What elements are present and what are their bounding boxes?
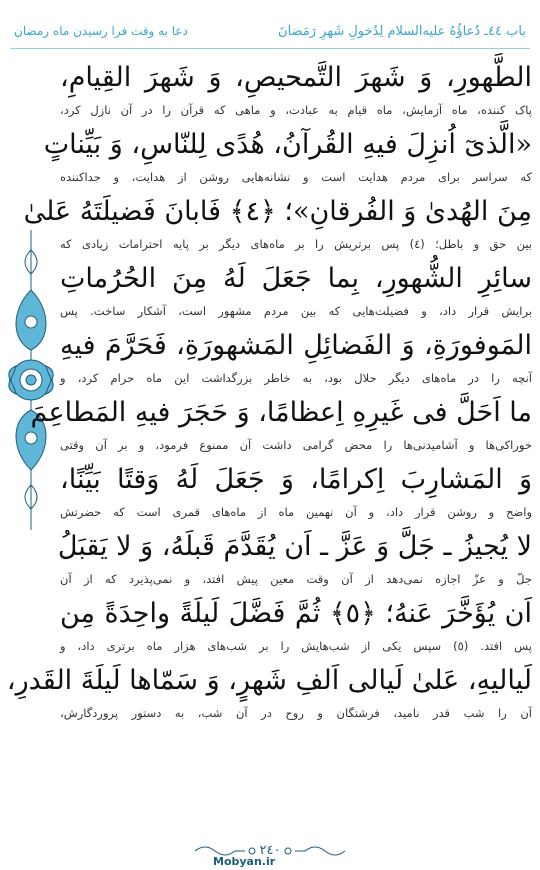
arabic-line: سائِرِ الشُّهورِ، بِما جَعَلَ لَهُ مِنَ الحُرُماتِ xyxy=(60,263,532,294)
persian-translation: پاک کننده، ماه آزمایش، ماه قیام به عبادت، و ماهی که قرآن را در آن نازل کرد، xyxy=(60,103,532,117)
arabic-line: ما اَحَلَّ فی غَیرِهِ اِعظامًا، وَ حَجَرَ فیهِ المَطاعِمَ xyxy=(30,397,532,428)
text-line-pair xyxy=(43,127,532,189)
arabic-line: اَن یُؤَخَّرَ عَنهُ؛ ﴿٥﴾ ثُمَّ فَضَّلَ لَیلَةً واحِدَةً مِن xyxy=(60,598,532,629)
floral-margin-ornament-icon xyxy=(6,230,56,530)
page-number: ٢٤٠ xyxy=(259,843,281,858)
page-footer xyxy=(0,835,540,870)
text-body xyxy=(6,60,532,845)
persian-translation: بین حق و باطل؛ (٤) پس برتریش را بر ماه‌های دیگر بر پایه احترامات زیادی که xyxy=(60,237,532,251)
arabic-line: الطَّهورِ، وَ شَهرَ التَّمحیصِ، وَ شَهرَ القِیامِ، xyxy=(60,62,532,93)
persian-translation: آن را شب قدر نامید، فرشتگان و روح در آن شب، به دستور پروردگارش، xyxy=(60,706,532,720)
text-line-pair xyxy=(60,261,532,323)
page-header xyxy=(0,0,540,48)
text-line-pair xyxy=(60,60,532,122)
persian-translation: برایش قرار داد، و فضیلت‌هایی که بین مردم مشهور است، آشکار ساخت. پس xyxy=(60,304,532,318)
arabic-line: وَ المَشارِبَ اِکرامًا، وَ جَعَلَ لَهُ وَقتًا بَیِّنًا، xyxy=(60,464,532,495)
persian-translation: واضح و روشن قرار داد، و آن نهمین ماه از ماه‌های قمری است که حضرتش xyxy=(60,505,532,519)
persian-translation: که سراسر برای مردم هدایت است و نشانه‌هایی روشن از هدایت، و جداکننده xyxy=(60,170,532,184)
arabic-line: لا یُجیزُ ـ جَلَّ وَ عَزَّ ـ اَن یُقَدَّمَ قَبلَهُ، وَ لا یَقبَلُ xyxy=(57,531,532,562)
persian-translation: پس افتد. (٥) سپس یکی از شب‌هایش را بر شب‌های هزار ماه برتری داد، و xyxy=(60,639,532,653)
header-divider xyxy=(10,48,530,49)
chapter-title: باب ٤٤ـ دُعاؤُهُ علیه‌السلام لِدُخولِ شَهرِ رَمَضانَ xyxy=(278,24,526,39)
arabic-line: لَیالیهِ، عَلیٰ لَیالی اَلفِ شَهرٍ، وَ سَمّاها لَیلَةَ القَدرِ، xyxy=(6,665,532,696)
text-line-pair xyxy=(30,395,532,457)
text-line-pair xyxy=(60,328,532,390)
text-line-pair xyxy=(60,596,532,658)
arabic-line: المَوفورَةِ، وَ الفَضائِلِ المَشهورَةِ، فَحَرَّمَ فیهِ xyxy=(60,330,532,361)
persian-translation: جلّ و عزّ اجازه نمی‌دهد از آن وقت معین پیش افتد، و نمی‌پذیرد که از آن xyxy=(60,572,532,586)
persian-translation: خوراکی‌ها و آشامیدنی‌ها را محض گرامی داشت آن ممنوع فرمود، و بر آن وقتی xyxy=(60,438,532,452)
arabic-line: «الَّذیٓ اُنزِلَ فیهِ القُرآنُ، هُدًی لِلنّاسِ، وَ بَیِّناتٍ xyxy=(43,129,532,160)
website-link[interactable]: Mobyan.ir xyxy=(213,855,276,868)
text-line-pair xyxy=(57,529,532,591)
text-line-pair xyxy=(60,462,532,524)
text-line-pair xyxy=(6,663,532,725)
text-line-pair xyxy=(23,194,532,256)
persian-translation: آنچه را در ماه‌های دیگر حلال بود، به خاطر بزرگداشت این ماه حرام کرد، و xyxy=(60,371,532,385)
chapter-subtitle: دعا به وقت فرا رسیدن ماه رمضان xyxy=(14,24,188,38)
arabic-line: مِنَ الهُدیٰ وَ الفُرقانِ»؛ ﴿٤﴾ فَابانَ فَضیلَتَهُ عَلیٰ xyxy=(23,196,532,227)
